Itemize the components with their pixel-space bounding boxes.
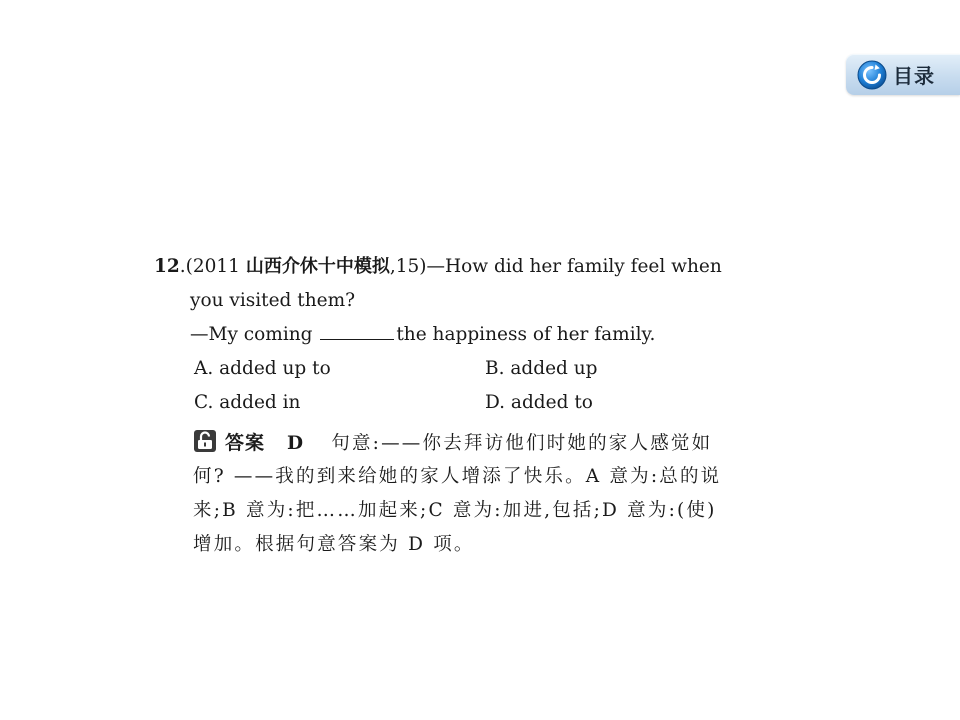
table-of-contents-button[interactable]	[846, 54, 960, 95]
answer-block	[193, 426, 805, 562]
option-a: A. added up to	[194, 358, 331, 379]
options-row-2	[154, 386, 814, 420]
question-source-close: ,15)	[389, 256, 427, 277]
question-reply-after: the happiness of her family.	[396, 324, 656, 345]
answer-heading: 答案	[225, 432, 266, 454]
question-number: 12	[154, 256, 180, 277]
answer-line-3	[193, 494, 805, 528]
option-c: C. added in	[194, 392, 301, 413]
answer-blank	[320, 319, 394, 340]
unlock-icon	[193, 429, 217, 453]
question-prompt-line-1: —How did her family feel when	[426, 256, 722, 277]
options-row-1	[154, 352, 814, 386]
answer-line-4	[193, 528, 805, 562]
question-prompt-line-2: you visited them?	[190, 290, 356, 311]
option-d: D. added to	[485, 392, 593, 413]
refresh-circle-icon	[857, 60, 887, 90]
answer-line-2	[193, 460, 805, 494]
answer-letter: D	[287, 433, 306, 454]
question-reply-before: —My coming	[190, 324, 319, 345]
answer-text-line-2: 何? ——我的到来给她的家人增添了快乐。A 意为:总的说	[193, 466, 722, 487]
question-line-2	[154, 284, 814, 318]
question-reply-line	[154, 318, 814, 352]
answer-text-line-1: 句意:——你去拜访他们时她的家人感觉如	[331, 433, 713, 454]
question-number-suffix: .	[179, 256, 186, 277]
question-source-name: 山西介休十中模拟	[245, 256, 390, 277]
question-block	[154, 250, 814, 420]
table-of-contents-label: 目录	[893, 64, 935, 88]
option-b: B. added up	[485, 358, 598, 379]
answer-text-line-4: 增加。根据句意答案为 D 项。	[193, 534, 475, 555]
answer-line-1	[193, 426, 805, 460]
question-line-1	[154, 250, 814, 284]
question-source-open: (2011	[185, 256, 246, 277]
answer-text-line-3: 来;B 意为:把……加起来;C 意为:加进,包括;D 意为:(使)	[193, 500, 717, 521]
